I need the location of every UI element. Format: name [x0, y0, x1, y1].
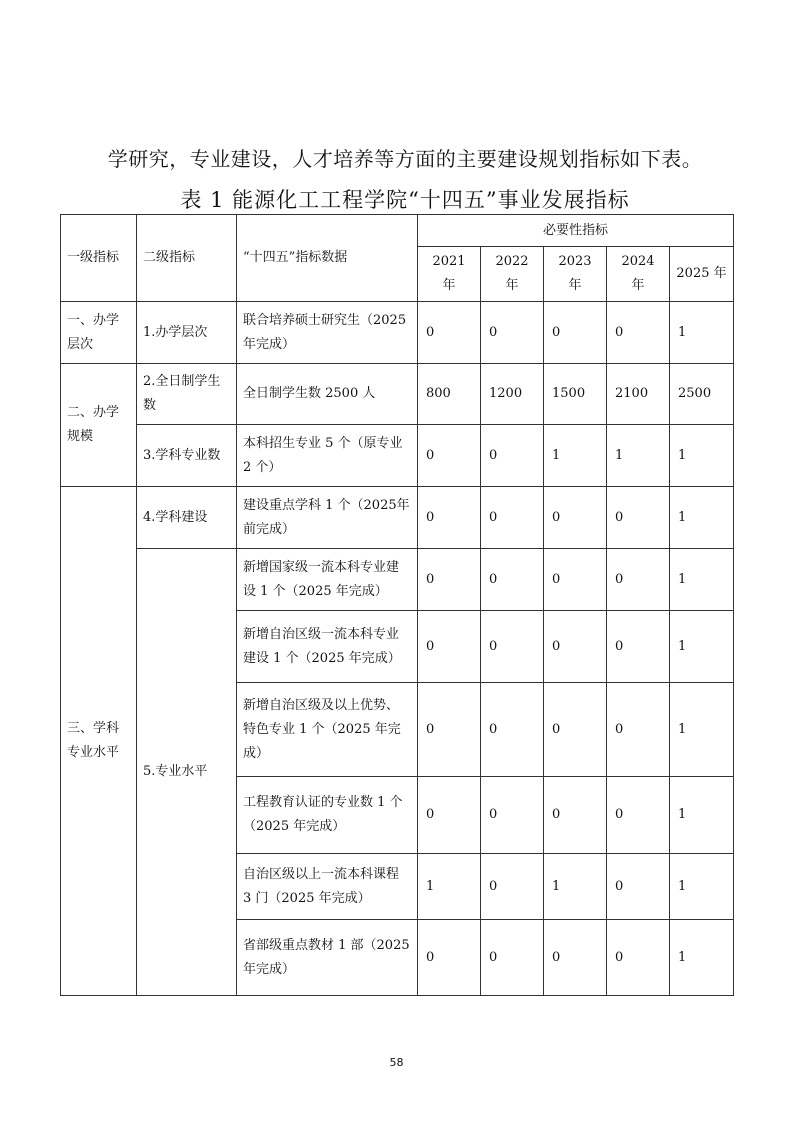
indicator-cell: 省部级重点教材 1 部（2025 年完成）: [237, 920, 418, 996]
value-cell: 2100: [607, 364, 670, 425]
value-cell: 1: [418, 854, 481, 920]
header-level2: 二级指标: [137, 215, 237, 302]
value-cell: 0: [481, 487, 544, 549]
value-cell: 0: [418, 777, 481, 854]
indicator-cell: 新增自治区级一流本科专业建设 1 个（2025 年完成）: [237, 611, 418, 683]
value-cell: 1: [670, 611, 734, 683]
value-cell: 800: [418, 364, 481, 425]
value-cell: 0: [481, 549, 544, 611]
indicator-cell: 建设重点学科 1 个（2025年前完成）: [237, 487, 418, 549]
value-cell: 0: [544, 611, 607, 683]
value-cell: 0: [418, 425, 481, 487]
value-cell: 1: [544, 425, 607, 487]
value-cell: 0: [544, 920, 607, 996]
value-cell: 1: [670, 302, 734, 364]
level2-cell: 5.专业水平: [137, 549, 237, 996]
value-cell: 0: [607, 549, 670, 611]
value-cell: 1: [670, 920, 734, 996]
value-cell: 0: [607, 683, 670, 777]
table-row: [61, 425, 734, 487]
header-year: 2021 年: [418, 247, 481, 302]
indicator-cell: 新增自治区级及以上优势、特色专业 1 个（2025 年完成）: [237, 683, 418, 777]
header-year: 2024 年: [607, 247, 670, 302]
value-cell: 1: [607, 425, 670, 487]
value-cell: 0: [481, 854, 544, 920]
value-cell: 2500: [670, 364, 734, 425]
table-row: [61, 487, 734, 549]
value-cell: 0: [607, 611, 670, 683]
intro-paragraph: 学研究，专业建设，人才培养等方面的主要建设规划指标如下表。: [107, 147, 703, 171]
value-cell: 0: [418, 302, 481, 364]
indicator-cell: 本科招生专业 5 个（原专业 2 个）: [237, 425, 418, 487]
value-cell: 1: [670, 487, 734, 549]
value-cell: 1: [670, 425, 734, 487]
page-number: 58: [389, 1056, 404, 1069]
value-cell: 1: [670, 854, 734, 920]
value-cell: 0: [481, 920, 544, 996]
header-level1: 一级指标: [61, 215, 137, 302]
level2-cell: 1.办学层次: [137, 302, 237, 364]
indicator-cell: 全日制学生数 2500 人: [237, 364, 418, 425]
value-cell: 0: [607, 854, 670, 920]
level1-cell: 二、办学规模: [61, 364, 137, 487]
development-indicators-table: [60, 214, 734, 996]
value-cell: 0: [607, 487, 670, 549]
value-cell: 0: [544, 549, 607, 611]
value-cell: 1: [670, 777, 734, 854]
value-cell: 0: [481, 302, 544, 364]
value-cell: 0: [418, 487, 481, 549]
level2-cell: 3.学科专业数: [137, 425, 237, 487]
value-cell: 0: [418, 683, 481, 777]
value-cell: 1: [670, 549, 734, 611]
value-cell: 0: [418, 549, 481, 611]
value-cell: 0: [607, 777, 670, 854]
header-data: “十四五”指标数据: [237, 215, 418, 302]
indicator-cell: 新增国家级一流本科专业建设 1 个（2025 年完成）: [237, 549, 418, 611]
level1-cell: 一、办学层次: [61, 302, 137, 364]
value-cell: 0: [544, 487, 607, 549]
indicator-cell: 工程教育认证的专业数 1 个（2025 年完成）: [237, 777, 418, 854]
indicator-cell: 联合培养硕士研究生（2025年完成）: [237, 302, 418, 364]
header-year: 2023 年: [544, 247, 607, 302]
value-cell: 1500: [544, 364, 607, 425]
value-cell: 0: [607, 302, 670, 364]
value-cell: 1: [670, 683, 734, 777]
table-caption: 表 1 能源化工工程学院“十四五”事业发展指标: [180, 188, 630, 212]
value-cell: 0: [607, 920, 670, 996]
indicator-cell: 自治区级以上一流本科课程 3 门（2025 年完成）: [237, 854, 418, 920]
level2-cell: 2.全日制学生数: [137, 364, 237, 425]
value-cell: 0: [481, 425, 544, 487]
table-row: [61, 302, 734, 364]
value-cell: 0: [544, 302, 607, 364]
value-cell: 0: [481, 611, 544, 683]
value-cell: 0: [418, 611, 481, 683]
value-cell: 1: [544, 854, 607, 920]
value-cell: 0: [481, 777, 544, 854]
level1-cell: 三、学科专业水平: [61, 487, 137, 996]
value-cell: 0: [481, 683, 544, 777]
value-cell: 0: [544, 777, 607, 854]
header-necessity: 必要性指标: [418, 215, 734, 247]
header-year: 2025 年: [670, 247, 734, 302]
level2-cell: 4.学科建设: [137, 487, 237, 549]
table-row: [61, 549, 734, 611]
value-cell: 0: [544, 683, 607, 777]
value-cell: 0: [418, 920, 481, 996]
header-year: 2022 年: [481, 247, 544, 302]
table-row: [61, 364, 734, 425]
value-cell: 1200: [481, 364, 544, 425]
